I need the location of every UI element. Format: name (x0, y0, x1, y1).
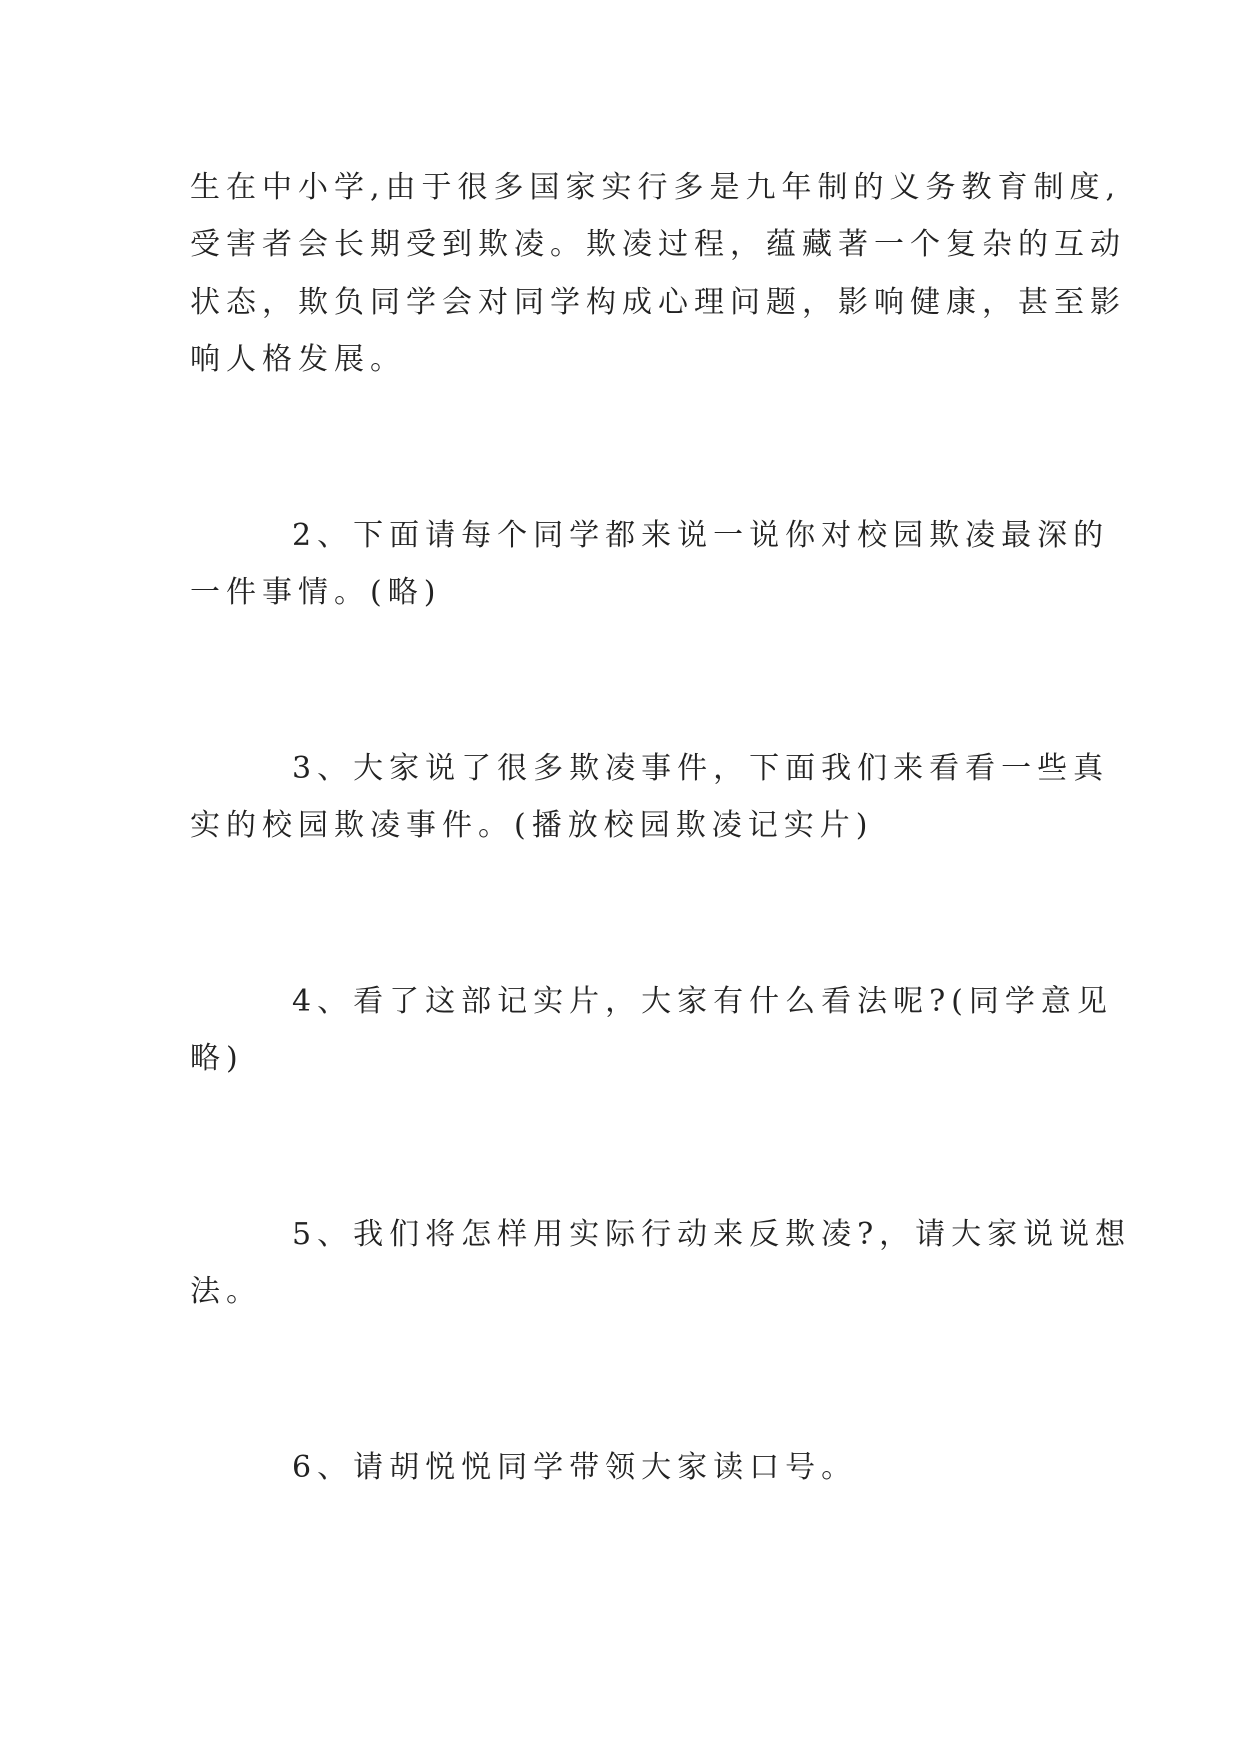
list-item-line: 2、下面请每个同学都来说一说你对校园欺凌最深的 (292, 518, 1110, 553)
paragraph-line: 受害者会长期受到欺凌。欺凌过程，蕴藏著一个复杂的互动 (190, 227, 1126, 262)
list-item-line: 一件事情。(略) (190, 575, 442, 610)
paragraph-line: 生在中小学,由于很多国家实行多是九年制的义务教育制度, (190, 170, 1122, 205)
paragraph-line: 状态，欺负同学会对同学构成心理问题，影响健康，甚至影 (190, 285, 1126, 320)
list-item-line: 实的校园欺凌事件。(播放校园欺凌记实片) (190, 808, 874, 843)
list-item-line: 4、看了这部记实片，大家有什么看法呢?(同学意见 (292, 984, 1113, 1019)
list-item-line: 6、请胡悦悦同学带领大家读口号。 (292, 1450, 858, 1485)
list-item-line: 略) (190, 1041, 244, 1076)
list-item-line: 法。 (190, 1274, 262, 1309)
paragraph-line: 响人格发展。 (190, 342, 406, 377)
list-item-line: 3、大家说了很多欺凌事件，下面我们来看看一些真 (292, 751, 1110, 786)
list-item-line: 5、我们将怎样用实际行动来反欺凌?，请大家说说想 (292, 1217, 1132, 1252)
